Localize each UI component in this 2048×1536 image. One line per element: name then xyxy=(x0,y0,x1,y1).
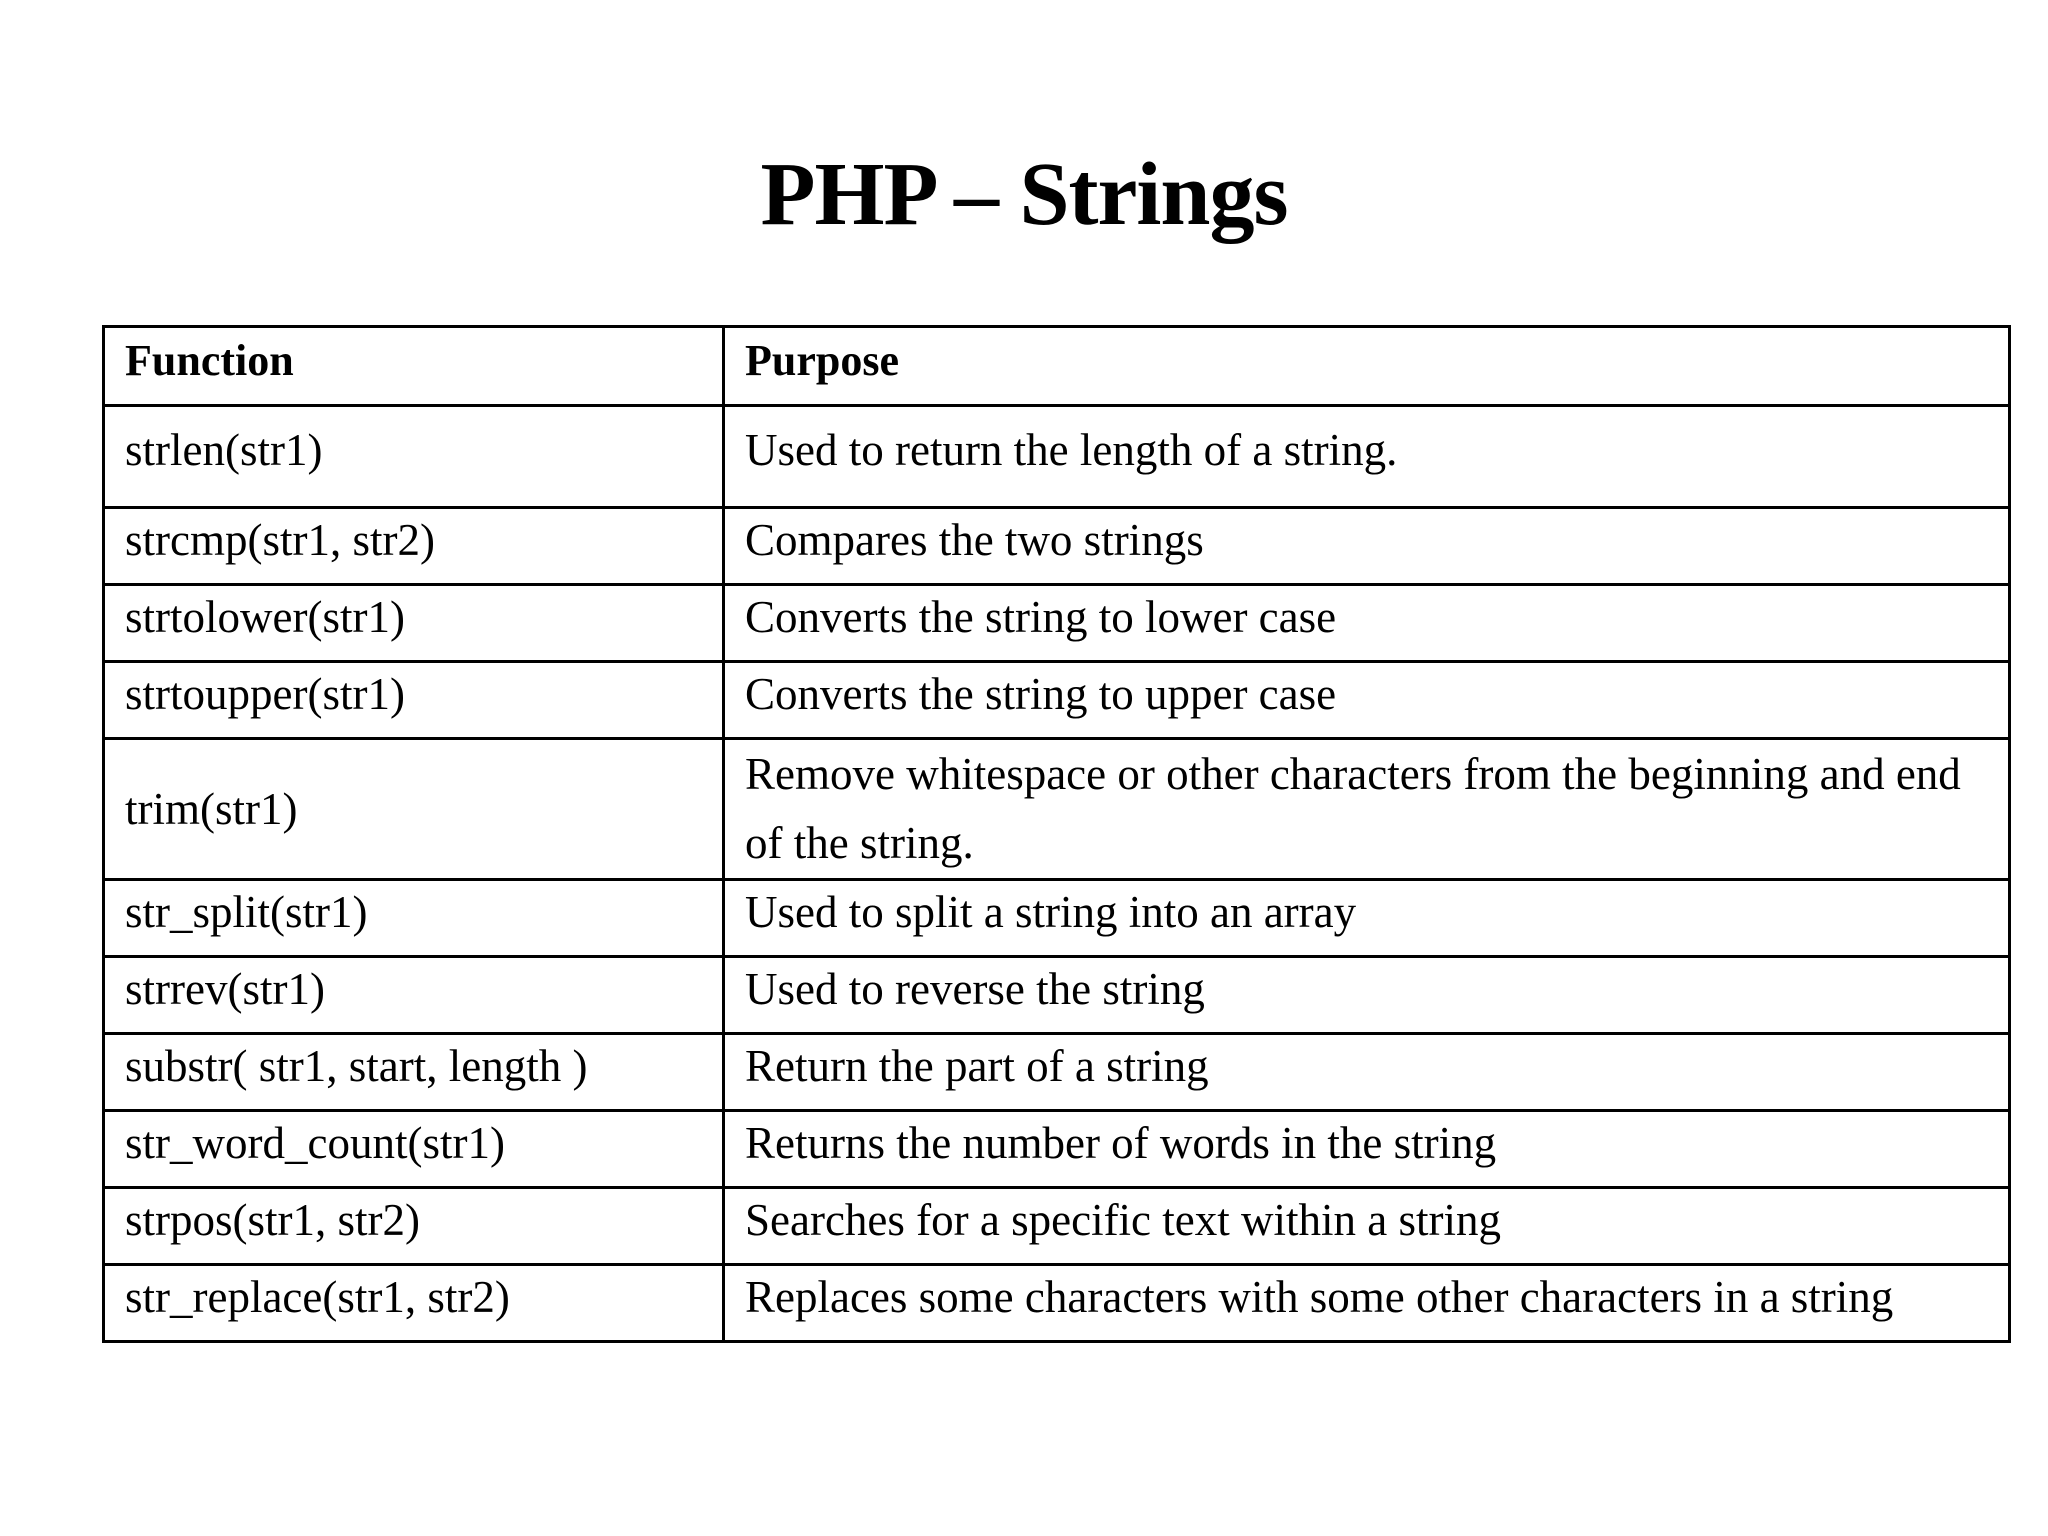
purpose-cell: Replaces some characters with some other characters in a string xyxy=(724,1265,2010,1342)
table-row xyxy=(104,739,2010,880)
function-cell: trim(str1) xyxy=(104,739,724,880)
function-cell: strcmp(str1, str2) xyxy=(104,508,724,585)
function-cell: str_split(str1) xyxy=(104,880,724,957)
purpose-cell: Compares the two strings xyxy=(724,508,2010,585)
purpose-cell: Returns the number of words in the string xyxy=(724,1111,2010,1188)
function-cell: strtolower(str1) xyxy=(104,585,724,662)
purpose-cell: Remove whitespace or other characters from the beginning and end of the string. xyxy=(724,739,2010,880)
header-purpose: Purpose xyxy=(724,327,2010,406)
function-cell: substr( str1, start, length ) xyxy=(104,1034,724,1111)
table-row xyxy=(104,1188,2010,1265)
purpose-cell: Return the part of a string xyxy=(724,1034,2010,1111)
table-row xyxy=(104,1111,2010,1188)
string-functions-table xyxy=(102,325,2011,1343)
purpose-cell: Searches for a specific text within a string xyxy=(724,1188,2010,1265)
table-row xyxy=(104,406,2010,508)
table-row xyxy=(104,1034,2010,1111)
purpose-cell: Used to return the length of a string. xyxy=(724,406,2010,508)
purpose-cell: Converts the string to upper case xyxy=(724,662,2010,739)
page-title: PHP – Strings xyxy=(760,145,1288,244)
function-cell: str_replace(str1, str2) xyxy=(104,1265,724,1342)
function-cell: strpos(str1, str2) xyxy=(104,1188,724,1265)
table-row xyxy=(104,957,2010,1034)
table-row xyxy=(104,1265,2010,1342)
table-row xyxy=(104,508,2010,585)
table-header-row xyxy=(104,327,2010,406)
function-cell: strlen(str1) xyxy=(104,406,724,508)
table-row xyxy=(104,585,2010,662)
function-cell: strrev(str1) xyxy=(104,957,724,1034)
table-row xyxy=(104,880,2010,957)
table-row xyxy=(104,662,2010,739)
function-cell: strtoupper(str1) xyxy=(104,662,724,739)
header-function: Function xyxy=(104,327,724,406)
purpose-cell: Used to split a string into an array xyxy=(724,880,2010,957)
purpose-cell: Converts the string to lower case xyxy=(724,585,2010,662)
purpose-cell: Used to reverse the string xyxy=(724,957,2010,1034)
function-cell: str_word_count(str1) xyxy=(104,1111,724,1188)
